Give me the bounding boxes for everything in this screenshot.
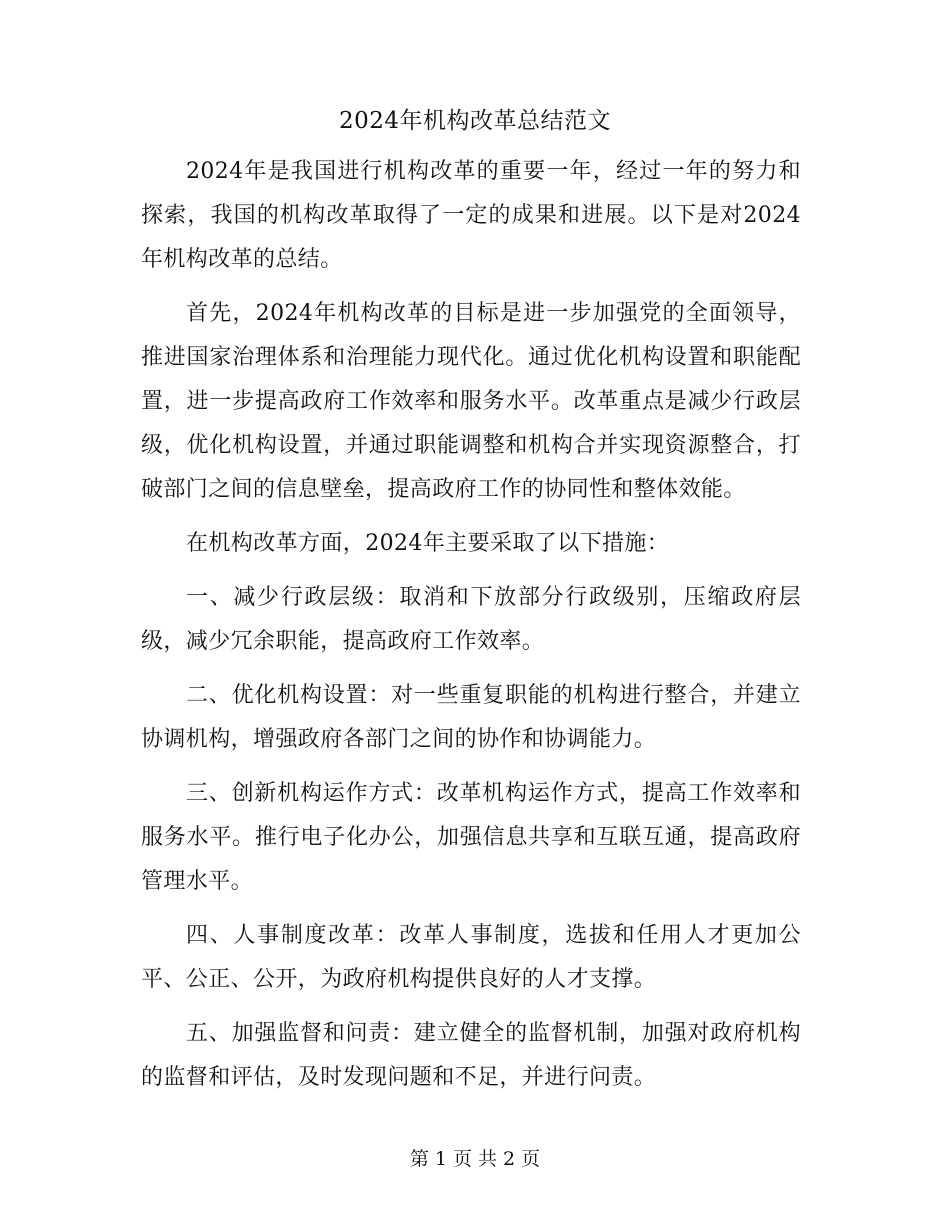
paragraph-intro: 2024年是我国进行机构改革的重要一年，经过一年的努力和探索，我国的机构改革取得了一定的成果和进展。以下是对2024年机构改革的总结。 (141, 159, 801, 272)
paragraph-measure-3: 三、创新机构运作方式：改革机构运作方式，提高工作效率和服务水平。推行电子化办公，加强信息共享和互联互通，提高政府管理水平。 (141, 781, 801, 894)
page-footer (0, 1145, 950, 1173)
document-title: 2024年机构改革总结范文 (338, 108, 612, 134)
page-number: 第 1 页 共 2 页 (409, 1148, 541, 1170)
paragraph-goals: 首先，2024年机构改革的目标是进一步加强党的全面领导，推进国家治理体系和治理能力现代化。通过优化机构设置和职能配置，进一步提高政府工作效率和服务水平。改革重点是减少行政层级，优化机构设置，并通过职能调整和机构合并实现资源整合，打破部门之间的信息壁垒，提高政府工作的协同性和整体效能。 (141, 301, 801, 502)
paragraph-measure-2: 二、优化机构设置：对一些重复职能的机构进行整合，并建立协调机构，增强政府各部门之间的协作和协调能力。 (141, 683, 801, 752)
paragraph-measures-intro: 在机构改革方面，2024年主要采取了以下措施： (186, 531, 670, 556)
paragraph-measure-1: 一、减少行政层级：取消和下放部分行政级别，压缩政府层级，减少冗余职能，提高政府工作效率。 (141, 585, 801, 654)
paragraph-measure-4: 四、人事制度改革：改革人事制度，选拔和任用人才更加公平、公正、公开，为政府机构提供良好的人才支撑。 (141, 923, 801, 992)
paragraph-measure-5: 五、加强监督和问责：建立健全的监督机制，加强对政府机构的监督和评估，及时发现问题和不足，并进行问责。 (141, 1021, 801, 1090)
document-body (141, 150, 801, 1110)
